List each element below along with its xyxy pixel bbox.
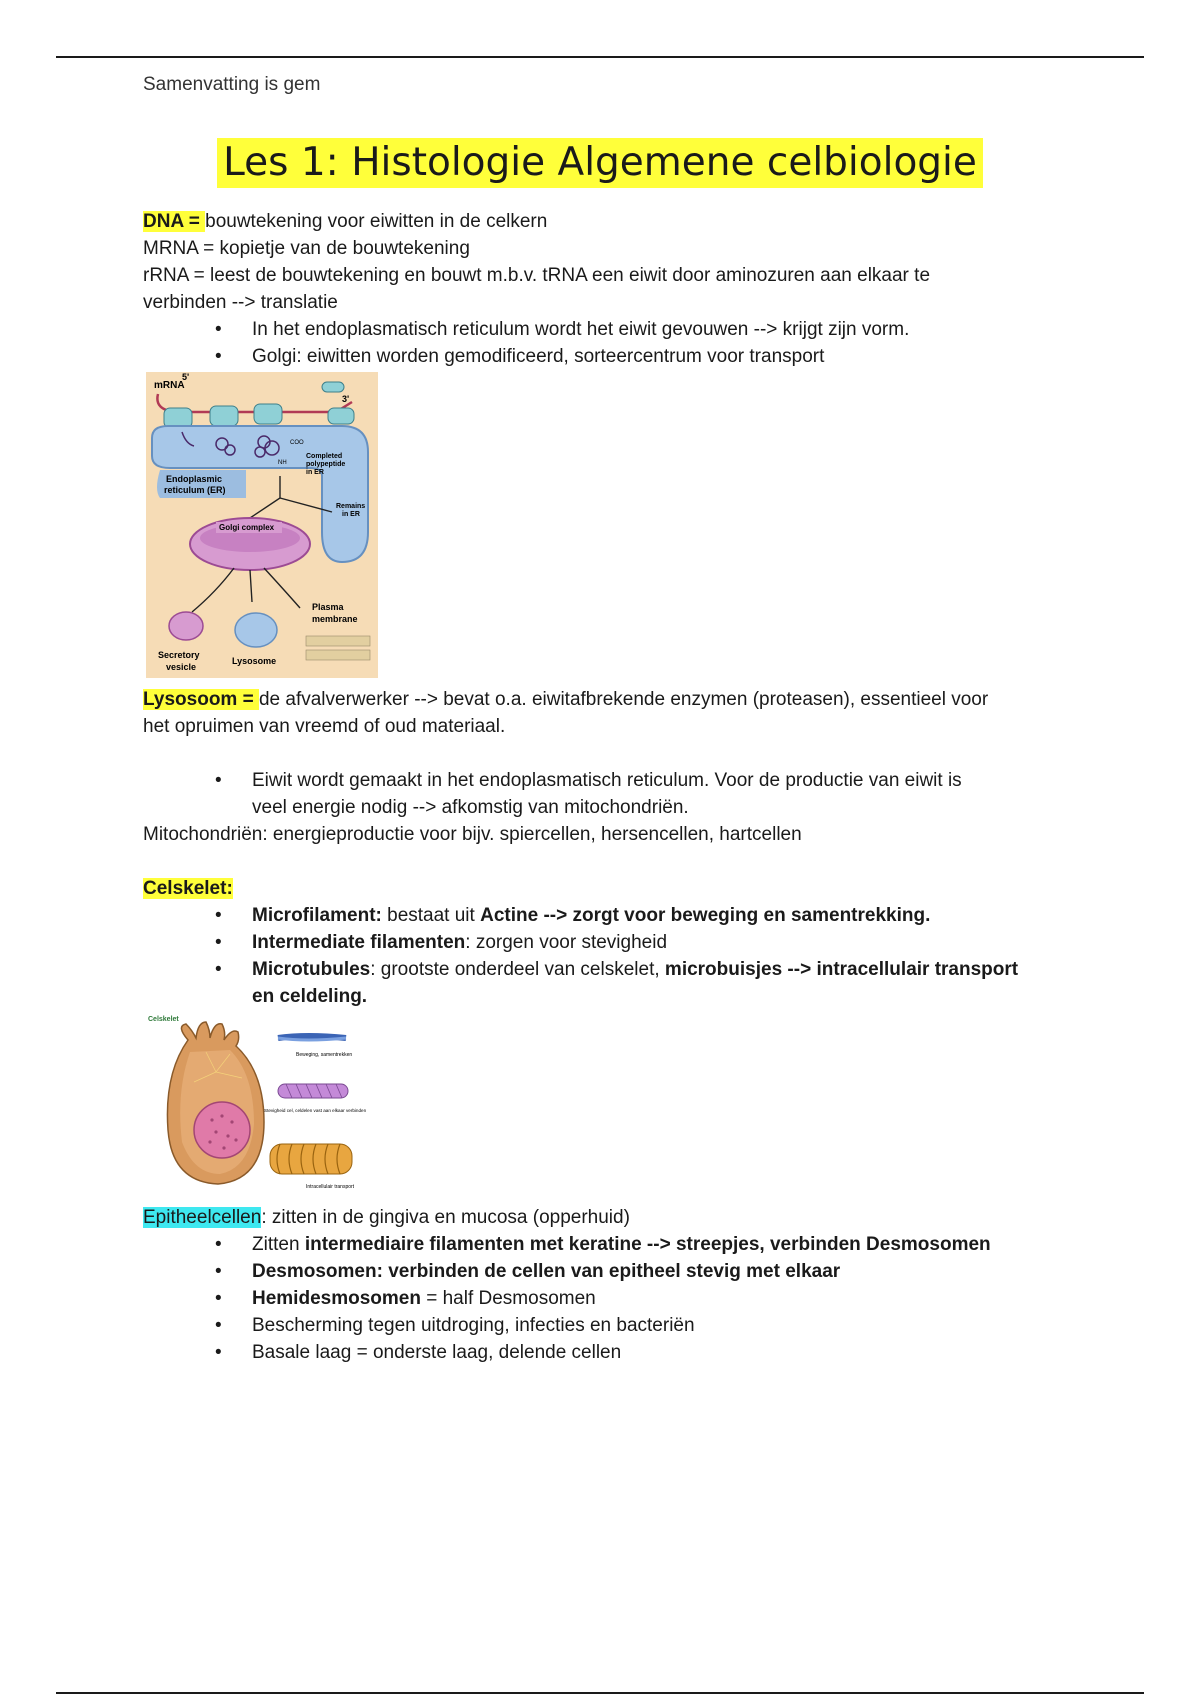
epitheel-term: Epitheelcellen	[143, 1207, 262, 1228]
rrna-line-1: rRNA = leest de bouwtekening en bouwt m.b.v. tRNA een eiwit door aminozuren aan elkaar te	[143, 265, 931, 286]
celskelet-figure-title: Celskelet	[148, 1016, 179, 1023]
remains-label-1: Remains	[336, 503, 366, 510]
celskelet-heading-text: Celskelet:	[143, 878, 233, 899]
intermediate-term: Intermediate filamenten	[252, 932, 466, 953]
epitheel-bullet-3-bold: Hemidesmosomen	[252, 1288, 421, 1309]
cytoskeleton-figure	[146, 1012, 1063, 1204]
plasma-label-2: membrane	[312, 614, 358, 624]
celskelet-bullets	[143, 902, 1063, 1010]
secretory-label-2: vesicle	[166, 662, 197, 672]
intro-bullets	[143, 316, 1063, 370]
epitheel-bullets	[143, 1231, 1063, 1366]
dna-term: DNA =	[143, 211, 206, 232]
title-container	[0, 138, 1200, 188]
eiwit-bullet-line-1: Eiwit wordt gemaakt in het endoplasmatisch reticulum. Voor de productie van eiwit is	[252, 770, 962, 791]
remains-label-2: in ER	[342, 511, 360, 518]
completed-label-3: in ER	[306, 469, 324, 476]
coo-label: COO	[290, 440, 304, 446]
eiwit-bullets	[143, 767, 1063, 821]
epitheel-bullet-1-bold: intermediaire filamenten met keratine --> streepjes, verbinden Desmosomen	[304, 1234, 991, 1255]
epitheel-bullet-basale-laag: • Basale laag = onderste laag, delende cellen	[143, 1339, 1063, 1366]
er-label-2: reticulum (ER)	[164, 485, 226, 495]
protein-synthesis-diagram	[146, 372, 378, 678]
microfilament-term: Microfilament:	[252, 905, 382, 926]
plasma-label-1: Plasma	[312, 602, 344, 612]
completed-label-2: polypeptide	[306, 461, 346, 468]
caption-stevigheid: Stevigheid cel, celdelen vast aan elkaar verbinden	[264, 1108, 367, 1113]
header-rule	[56, 56, 1144, 58]
epitheel-bullet-bescherming: • Bescherming tegen uitdroging, infecties en bacteriën	[143, 1312, 1063, 1339]
rrna-line-2: verbinden --> translatie	[143, 292, 338, 313]
epitheel-bullet-3-text: = half Desmosomen	[420, 1288, 596, 1309]
er-label-1: Endoplasmic	[166, 474, 223, 484]
completed-label-1: Completed	[306, 453, 343, 460]
eiwit-bullet	[143, 767, 1063, 821]
celskelet-bullet-microfilament	[143, 902, 1063, 929]
microtubules-desc-bold: microbuisjes --> intracellulair transport	[664, 959, 1019, 980]
epitheel-bullet-hemidesmosomen	[143, 1285, 1063, 1312]
spacer	[143, 848, 1063, 875]
epitheel-bullet-1-text: Zitten	[252, 1234, 305, 1255]
microfilament-mid: bestaat uit	[381, 905, 481, 926]
five-prime-label: 5'	[182, 372, 190, 382]
epitheel-text: : zitten in de gingiva en mucosa (opperhuid)	[261, 1207, 630, 1228]
footer-rule	[56, 1692, 1144, 1694]
mrna-label: mRNA	[154, 380, 185, 391]
golgi-label: Golgi complex	[219, 523, 275, 532]
page-title: Les 1: Histologie Algemene celbiologie	[217, 138, 983, 188]
header-note: Samenvatting is gem	[143, 74, 321, 95]
lysosoom-line-1	[143, 686, 1063, 713]
mito-line: Mitochondriën: energieproductie voor bijv. spiercellen, hersencellen, hartcellen	[143, 824, 802, 845]
epitheel-bullet-desmosomen	[143, 1258, 1063, 1285]
cytoskeleton-diagram	[146, 1012, 382, 1196]
caption-beweging: Beweging, samentrekken	[296, 1052, 353, 1058]
nh-label: NH	[278, 460, 287, 466]
lysosoom-term: Lysosoom =	[143, 689, 259, 710]
microfilament-desc: Actine --> zorgt voor beweging en samentrekking.	[480, 905, 931, 926]
dna-line	[143, 208, 1063, 235]
intro-bullet-golgi: • Golgi: eiwitten worden gemodificeerd, sorteercentrum voor transport	[143, 343, 1063, 370]
document-body	[143, 208, 1063, 1366]
secretory-label-1: Secretory	[158, 650, 200, 660]
intro-bullet-er: • In het endoplasmatisch reticulum wordt het eiwit gevouwen --> krijgt zijn vorm.	[143, 316, 1063, 343]
lysosoom-line-2: het opruimen van vreemd of oud materiaal.	[143, 716, 506, 737]
lysosome-label: Lysosome	[232, 656, 277, 666]
protein-synthesis-figure	[146, 372, 1063, 686]
mrna-line: MRNA = kopietje van de bouwtekening	[143, 238, 470, 259]
microtubules-desc: : grootste onderdeel van celskelet,	[370, 959, 665, 980]
spacer	[143, 740, 1063, 767]
intermediate-desc: : zorgen voor stevigheid	[465, 932, 668, 953]
celskelet-heading	[143, 875, 1063, 902]
three-prime-label: 3'	[342, 394, 350, 404]
epitheel-bullet-2-bold: Desmosomen: verbinden de cellen van epitheel stevig met elkaar	[252, 1261, 841, 1282]
caption-transport: Intracellulair transport	[306, 1184, 355, 1190]
dna-text: bouwtekening voor eiwitten in de celkern	[205, 211, 548, 232]
epitheel-line	[143, 1204, 1063, 1231]
eiwit-bullet-line-2: veel energie nodig --> afkomstig van mitochondriën.	[252, 797, 689, 818]
celskelet-bullet-intermediate	[143, 929, 1063, 956]
microtubules-desc-line-2: en celdeling.	[252, 986, 368, 1007]
celskelet-bullet-microtubules	[143, 956, 1063, 1010]
epitheel-bullet-filamenten	[143, 1231, 1063, 1258]
microtubules-term: Microtubules	[252, 959, 371, 980]
lysosoom-text-1: de afvalverwerker --> bevat o.a. eiwitafbrekende enzymen (proteasen), essentieel voor	[258, 689, 989, 710]
